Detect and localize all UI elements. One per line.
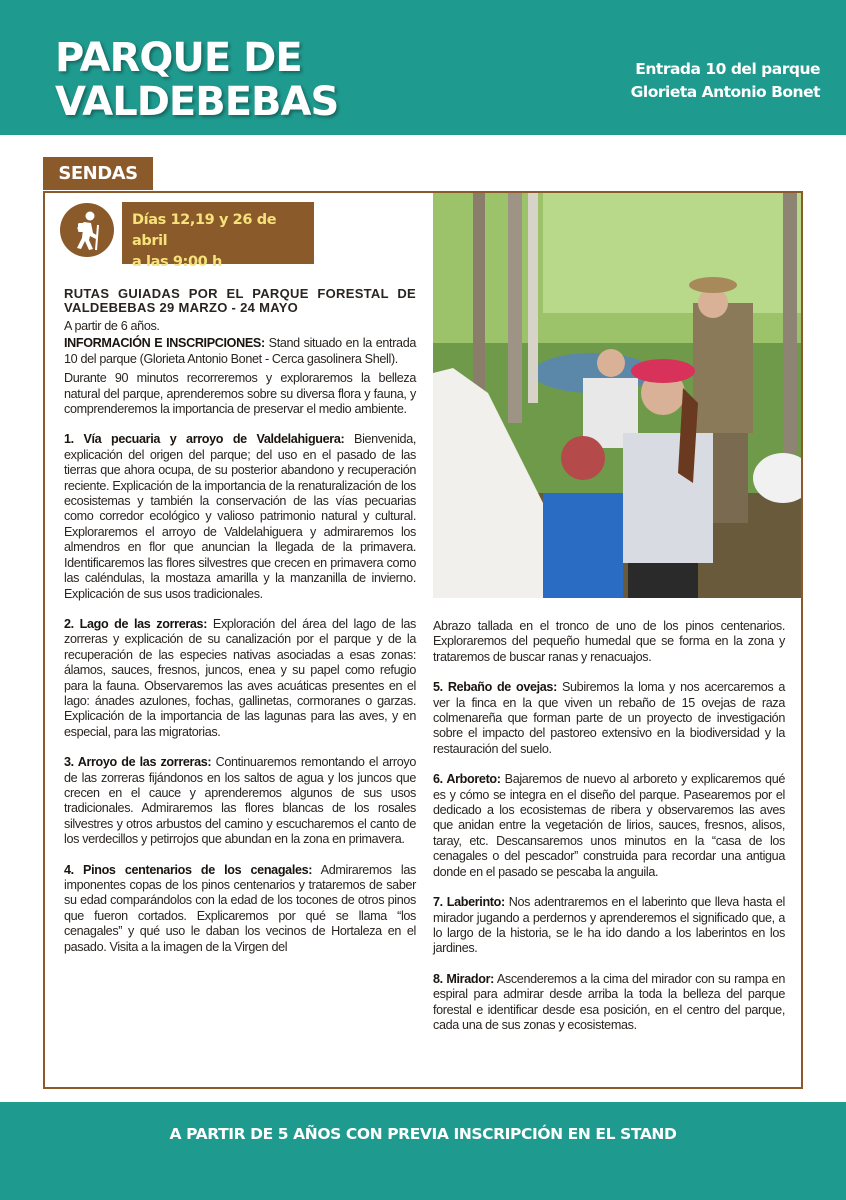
stop-5-text: Subiremos la loma y nos acercaremos a ver la finca en la que viven un rebaño de 15 ovejas de raza colmenareña que forman parte de un proyecto de investigación sobre el impacto del pastoreo extensivo en la biodiversidad y la restauración del suelo.	[433, 680, 785, 756]
date-line-2: a las 9:00 h	[132, 254, 222, 270]
stop-2-text: Exploración del área del lago de las zorreras y explicación de su canalización por el parque y de la recuperación de las especies nativas asociadas a esas zonas: álamos, sauces, fresnos, juncos, enea y su papel como refugio para la fauna. Observaremos las aves acuáticas presentes en el lago: ánades azulones, fochas, gallinetas, cormoranes o garzas. Explicación de la importancia de las lagunas para las aves, y en especial, para las migratorias.	[64, 616, 416, 739]
right-column	[433, 619, 785, 1035]
stop-4-text: Admiraremos las imponentes copas de los pinos centenarios y trataremos de saber su edad comparándolos con la edad de los tocones de otros pinos que fueron cortados. Explicaremos por qué se llama “los cenagales” y qué uso le daban los vecinos de Hortaleza en el pasado. Visita a la imagen de la Virgen del	[64, 862, 416, 954]
hiker-icon	[60, 203, 114, 257]
age-note: A partir de 6 años.	[64, 319, 160, 333]
stop-3-title: 3. Arroyo de las zorreras:	[64, 755, 212, 770]
stop-7-text: Nos adentraremos en el laberinto que lleva hasta el mirador jugando a perdernos y aprenderemos el significado que, a lo largo de la historia, se le ha ido dando a los laberintos en los jardines.	[433, 895, 786, 956]
stop-5-title: 5. Rebaño de ovejas:	[433, 680, 557, 695]
program-heading: RUTAS GUIADAS POR EL PARQUE FORESTAL DE VALDEBEBAS 29 MARZO - 24 MAYO	[64, 286, 416, 315]
info-text: Stand situado en la entrada 10 del parque (Glorieta Antonio Bonet - Cerca gasolinera Shell).	[64, 336, 416, 366]
guided-walk-photo	[433, 193, 801, 598]
left-column	[64, 287, 416, 957]
entry-line-2: Glorieta Antonio Bonet	[630, 83, 820, 101]
stop-1-title: 1. Vía pecuaria y arroyo de Valdelahiguera:	[64, 432, 345, 447]
entry-location	[631, 58, 820, 104]
entry-line-1: Entrada 10 del parque	[635, 60, 820, 78]
title-line-2: VALDEBEBAS	[55, 79, 339, 125]
stop-4-continued: Abrazo tallada en el tronco de uno de los pinos centenarios. Exploraremos del pequeño humedal que se forma en la zona y trataremos de buscar ranas y renacuajos.	[433, 619, 785, 664]
stop-6-title: 6. Arboreto:	[433, 772, 501, 787]
info-label: INFORMACIÓN E INSCRIPCIONES:	[64, 336, 265, 351]
stop-2-title: 2. Lago de las zorreras:	[64, 616, 208, 631]
stop-3-text: Continuaremos remontando el arroyo de las zorreras fijándonos en los saltos de agua y los juncos que crecen en el cauce y aprenderemos algunos de sus usos tradicionales. Admiraremos las flores blancas de los rosales silvestres y otros arbustos del camino y escucharemos el canto de los verdecillos y petirrojos que abundan en la zona en primavera.	[64, 755, 416, 847]
page-title	[55, 36, 338, 124]
stop-1-text: Bienvenida, explicación del origen del parque; del uso en el pasado de las tierras que ahora ocupa, de su posterior abandono y recuperación reciente. Explicación de la importancia de la renaturalización de los ecosistemas y también la conservación de las vías pecuarias como corredor ecológico y valioso patrimonio natural y cultural. Exploraremos el arroyo de Valdelahiguera y admiraremos los almendros en flor que anuncian la llegada de la primavera. Identificaremos las flores silvestres que crecen en primavera como las caléndulas, la mostaza amarilla y la manzanilla de invierno. Explicación de sus usos tradicionales.	[64, 432, 416, 601]
stop-7-title: 7. Laberinto:	[433, 895, 505, 910]
stop-8-text: Ascenderemos a la cima del mirador con su rampa en espiral para admirar desde arriba la toda la belleza del parque forestal e identificar desde esa posición, en el centro del parque, cada una de sus zonas y ecosistemas.	[433, 971, 785, 1032]
stop-6-text: Bajaremos de nuevo al arboreto y explicaremos qué es y cómo se integra en el diseño del parque. Pasearemos por el dedicado a los ecosistemas de ribera y observaremos las aves que anidan entre la vegetación de lirios, sauces, fresnos, alisos, taray, etc. Descansaremos unos minutos en la “casa de los cenagales o del pescador” construida para recordar una antigua donde en el pasado se pescaba la anguila.	[433, 772, 786, 879]
intro-text: Durante 90 minutos recorreremos y exploraremos la belleza natural del parque, aprenderemos sobre su diversa flora y fauna, y comprenderemos la importancia de preservar el medio ambiente.	[64, 371, 416, 417]
section-tab: SENDAS	[43, 157, 153, 190]
stop-8-title: 8. Mirador:	[433, 971, 494, 986]
date-line-1: Días 12,19 y 26 de abril	[132, 212, 277, 249]
title-line-1: PARQUE DE	[55, 35, 302, 81]
stop-4-title: 4. Pinos centenarios de los cenagales:	[64, 862, 313, 877]
footer-banner	[0, 1102, 846, 1200]
footer-note: A PARTIR DE 5 AÑOS CON PREVIA INSCRIPCIÓN EN EL STAND	[169, 1125, 677, 1143]
date-box	[122, 202, 314, 270]
